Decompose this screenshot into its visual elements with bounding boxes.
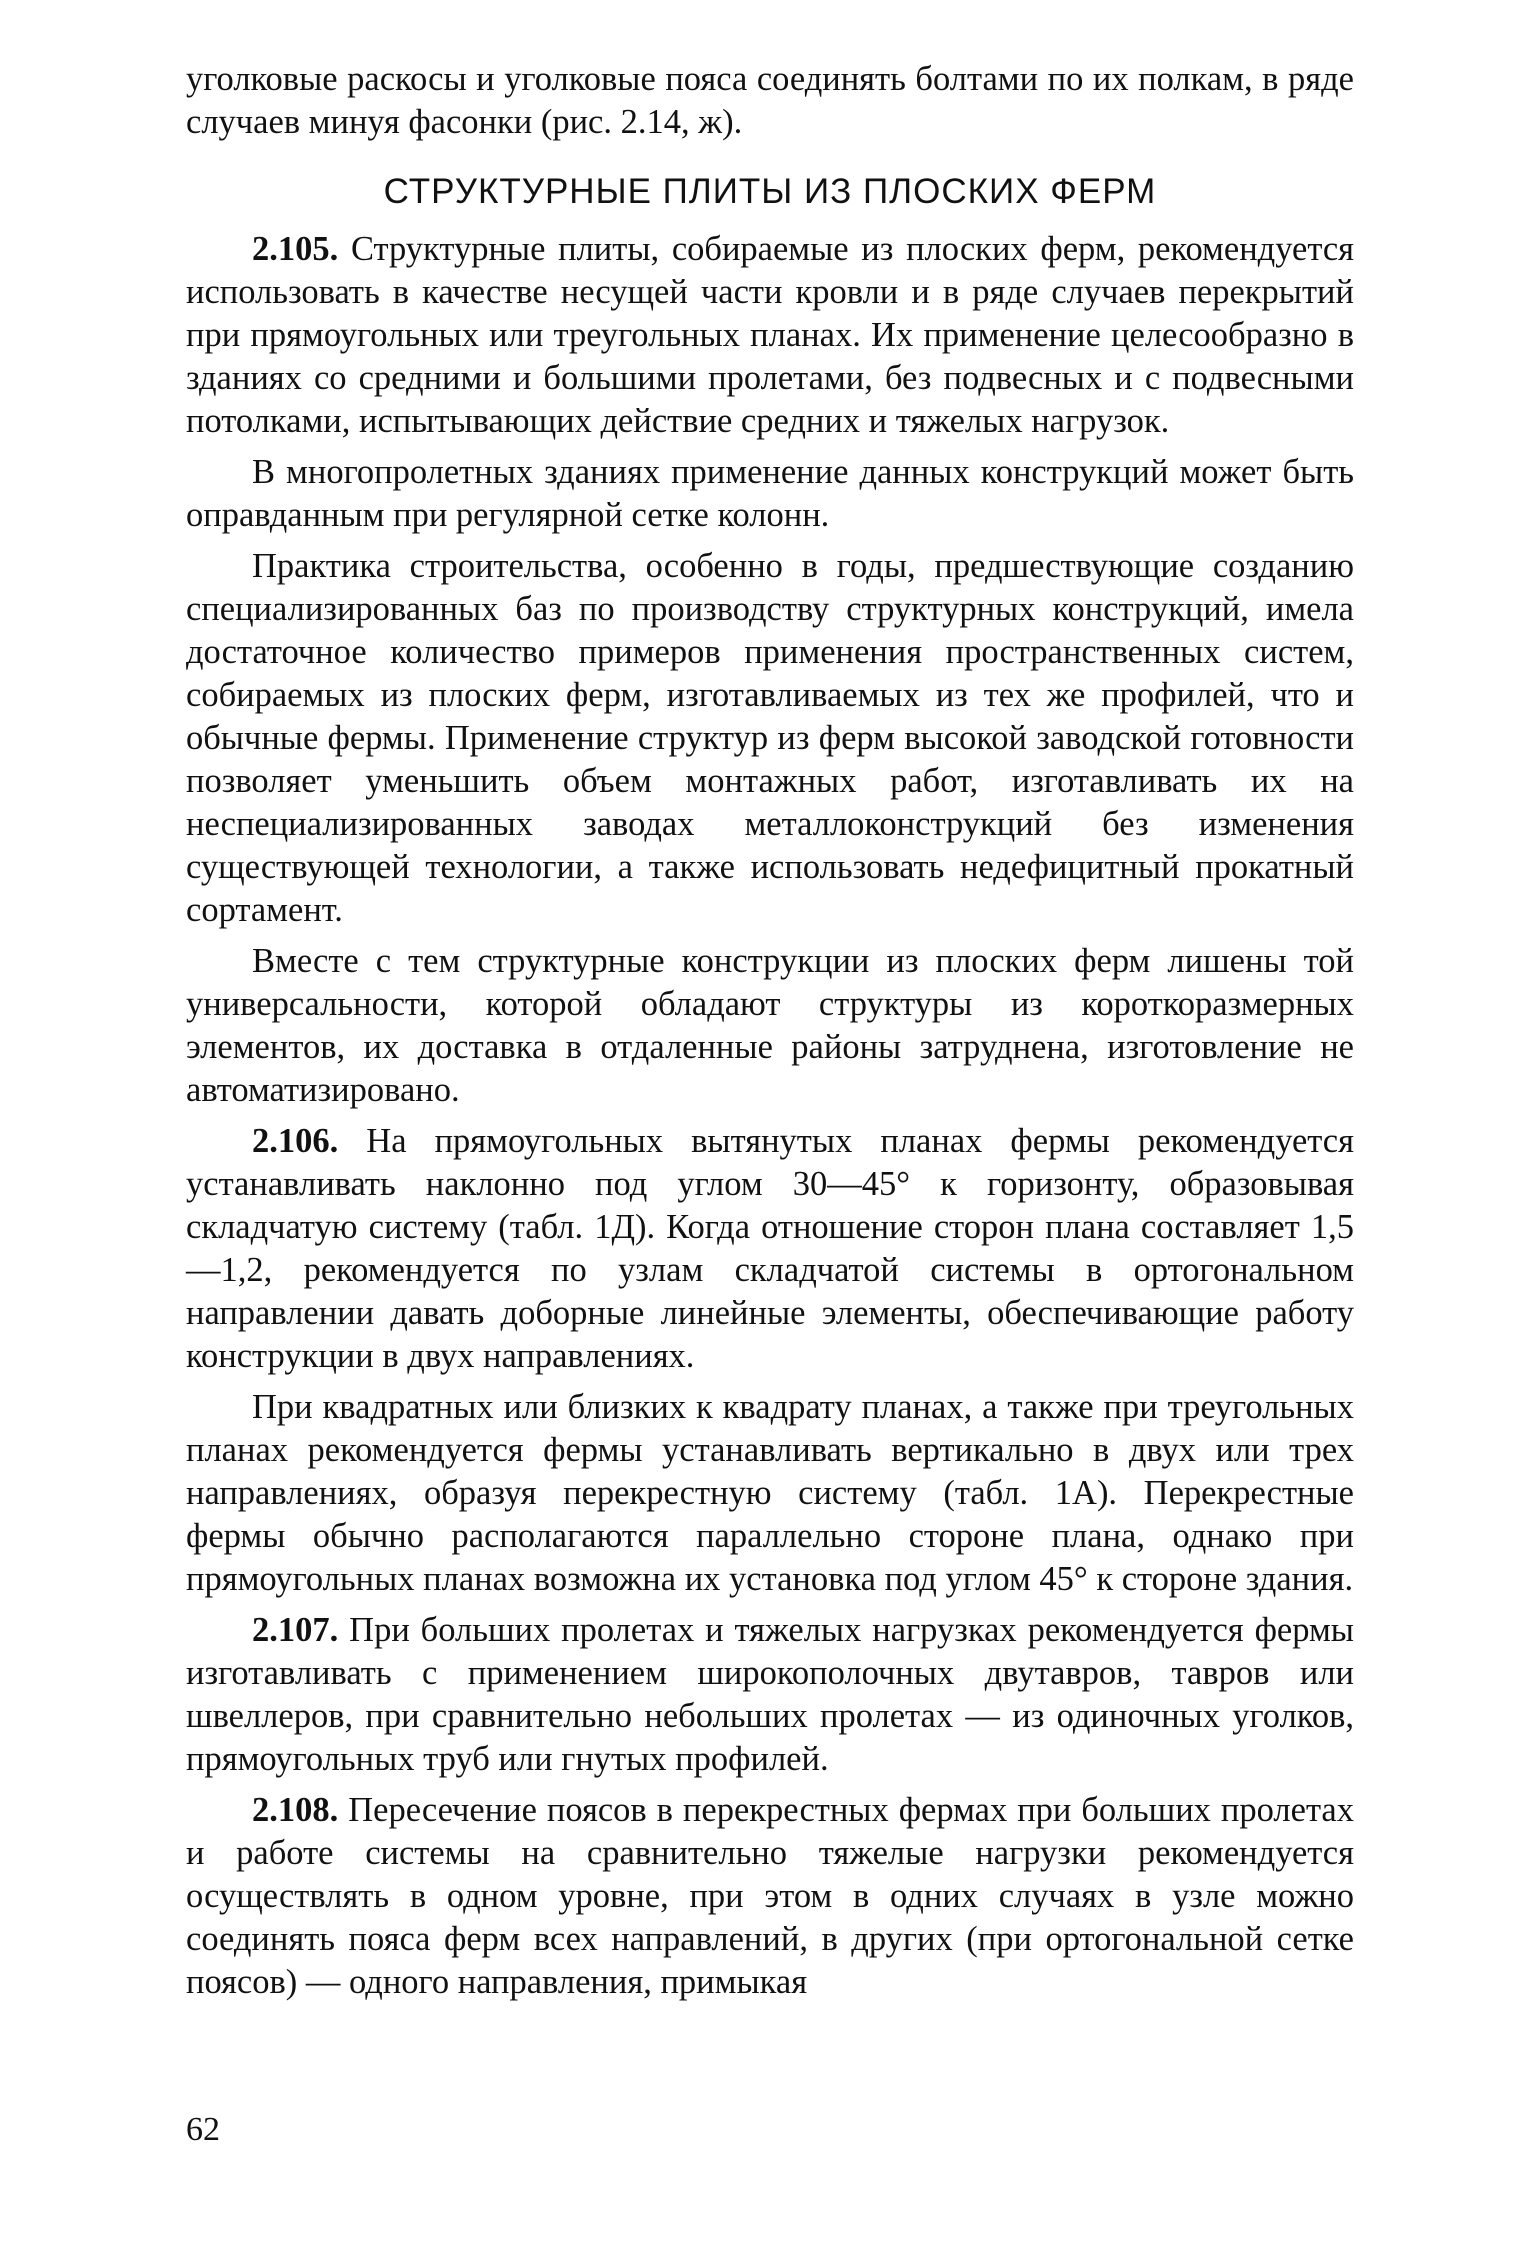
paragraph-text: При квадратных или близких к квадрату планах, а также при треугольных планах рекомендуется фермы устанавливать вертикально в двух или трех направлениях, образуя перекрестную систему (табл. 1А). Перекрестные фермы обычно располагаются параллельно стороне плана, однако при прямоугольных планах возможна их установка под углом 45° к стороне здания.: [186, 1388, 1354, 1598]
paragraph-text: Пересечение поясов в перекрестных фермах при больших пролетах и работе системы на сравнительно тяжелые нагрузки рекомендуется осуществлять в одном уровне, при этом в одних случаях в узле можно соединять пояса ферм всех направлений, в других (при ортогональной сетке поясов) — одного направления, примыкая: [186, 1791, 1354, 2001]
paragraph-2-108: [186, 1789, 1354, 2004]
intro-paragraph: уголковые раскосы и уголковые пояса соединять болтами по их полкам, в ряде случаев минуя фасонки (рис. 2.14, ж).: [186, 60, 1354, 141]
paragraph-text: Практика строительства, особенно в годы, предшествующие созданию специализированных баз по производству структурных конструкций, имела достаточное количество примеров применения пространственных систем, собираемых из плоских ферм, изготавливаемых из тех же профилей, что и обычные фермы. Применение структур из ферм высокой заводской готовности позволяет уменьшить объем монтажных работ, изготавливать их на неспециализированных заводах металлоконструкций без изменения существующей технологии, а также использовать недефицитный прокатный сортамент.: [186, 547, 1354, 929]
paragraph-2-105: [186, 228, 1354, 443]
paragraph-square-plans: [186, 1386, 1354, 1601]
paragraph-multispan: [186, 451, 1354, 537]
paragraph-text: Вместе с тем структурные конструкции из плоских ферм лишены той универсальности, которой обладают структуры из короткоразмерных элементов, их доставка в отдаленные районы затруднена, изготовление не автоматизировано.: [186, 942, 1354, 1109]
paragraph-number: 2.105.: [252, 230, 339, 268]
paragraph-text: В многопролетных зданиях применение данных конструкций может быть оправданным при регулярной сетке колонн.: [186, 453, 1354, 534]
paragraph-number: 2.108.: [252, 1791, 339, 1829]
paragraph-text: Структурные плиты, собираемые из плоских ферм, рекомендуется использовать в качестве несущей части кровли и в ряде случаев перекрытий при прямоугольных или треугольных планах. Их применение целесообразно в зданиях со средними и большими пролетами, без подвесных и с подвесными потолками, испытывающих действие средних и тяжелых нагрузок.: [186, 230, 1354, 440]
paragraph-practice: [186, 545, 1354, 932]
paragraph-text: При больших пролетах и тяжелых нагрузках рекомендуется фермы изготавливать с применением широкополочных двутавров, тавров или швеллеров, при сравнительно небольших пролетах — из одиночных уголков, прямоугольных труб или гнутых профилей.: [186, 1611, 1354, 1778]
paragraph-text: На прямоугольных вытянутых планах фермы рекомендуется устанавливать наклонно под углом 30—45° к горизонту, образовывая складчатую систему (табл. 1Д). Когда отношение сторон плана составляет 1,5—1,2, рекомендуется по узлам складчатой системы в ортогональном направлении давать доборные линейные элементы, обеспечивающие работу конструкции в двух направлениях.: [186, 1122, 1354, 1375]
paragraph-limitations: [186, 940, 1354, 1112]
paragraph-number: 2.107.: [252, 1611, 339, 1649]
page-number: 62: [186, 2111, 220, 2148]
document-page: [186, 58, 1354, 2004]
section-heading: СТРУКТУРНЫЕ ПЛИТЫ ИЗ ПЛОСКИХ ФЕРМ: [383, 172, 1157, 211]
paragraph-2-106: [186, 1120, 1354, 1378]
paragraph-2-107: [186, 1609, 1354, 1781]
paragraph-number: 2.106.: [252, 1122, 339, 1160]
